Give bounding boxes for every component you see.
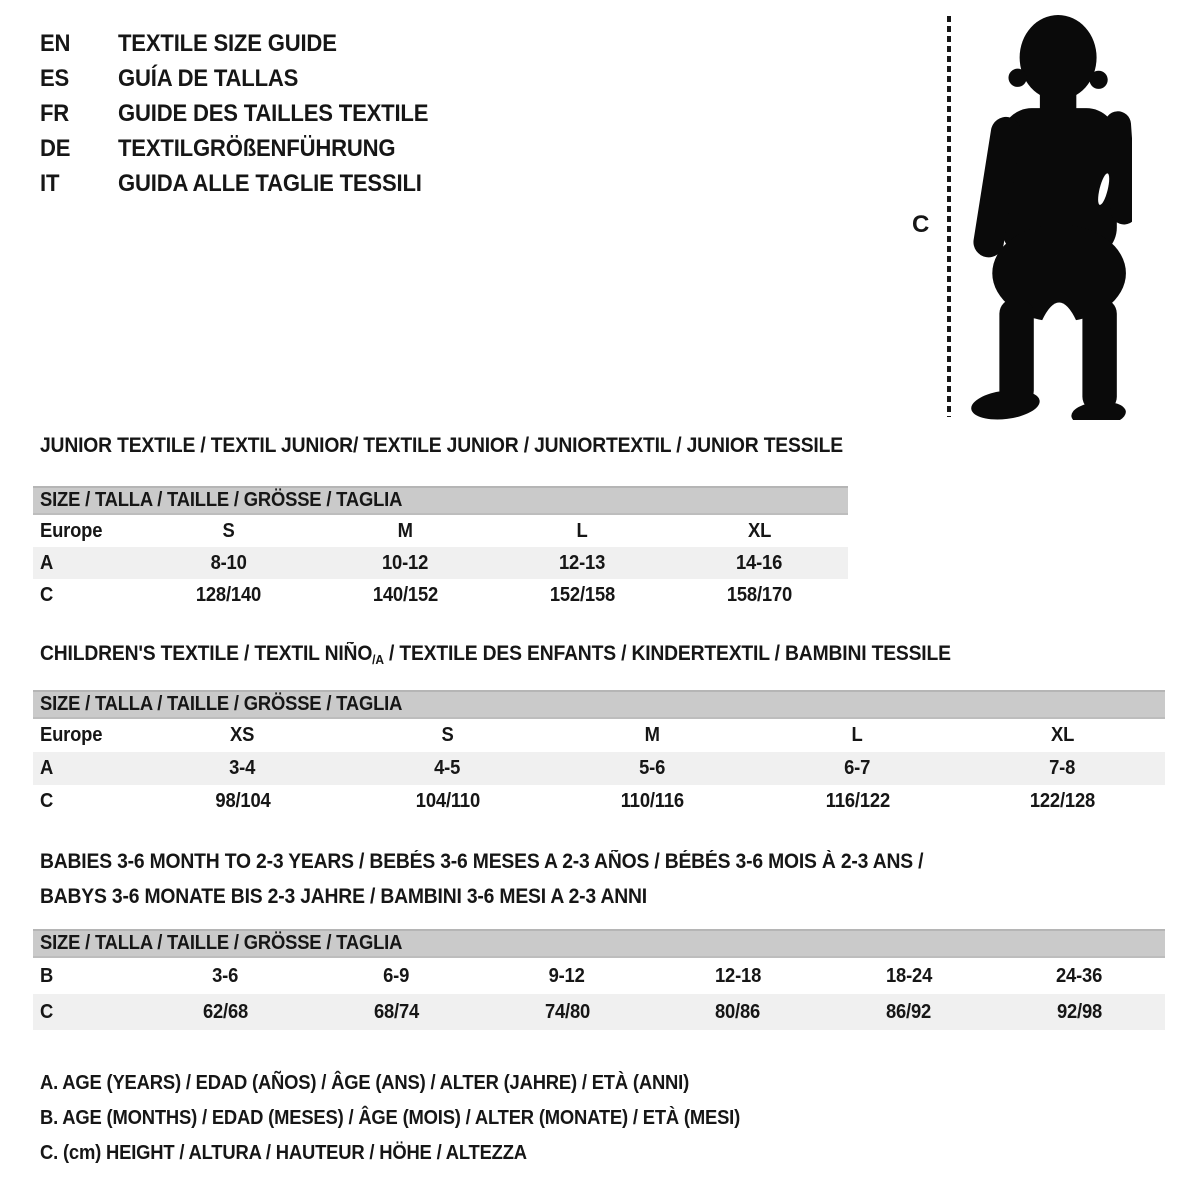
title-post: / TEXTILE DES ENFANTS / KINDERTEXTIL / BAMBINI TESSILE xyxy=(383,642,951,665)
table-cell-text: 80/86 xyxy=(715,1000,761,1023)
children-size-table xyxy=(33,690,1165,818)
row-label-text: Europe xyxy=(40,724,103,746)
language-code xyxy=(40,135,118,163)
babies-section-title-line2-text: BABYS 3-6 MONATE BIS 2-3 JAHRE / BAMBINI 3-6 MESI A 2-3 ANNI xyxy=(40,885,647,908)
table-cell xyxy=(345,757,550,780)
table-cell xyxy=(345,724,550,747)
table-cell-text: M xyxy=(397,519,414,542)
language-code-text: DE xyxy=(40,134,71,162)
table-cell xyxy=(140,790,345,813)
table-cell xyxy=(652,1001,823,1024)
table-cell-text: 152/158 xyxy=(549,583,616,606)
table-cell xyxy=(671,520,848,543)
table-cell-text: L xyxy=(851,724,864,746)
table-cell xyxy=(140,520,317,543)
row-label-text: A xyxy=(40,551,54,574)
size-header-bar xyxy=(33,486,848,515)
table-cell-text: 62/68 xyxy=(202,1000,248,1023)
table-cell xyxy=(755,757,960,780)
table-cell-text: 12-18 xyxy=(714,964,761,987)
legend-line-height-cm xyxy=(40,1136,801,1171)
height-dashed-line xyxy=(947,16,951,417)
toddler-silhouette-icon xyxy=(968,15,1132,420)
table-cell-text: L xyxy=(576,519,589,542)
language-row-en xyxy=(40,26,455,61)
table-cell xyxy=(140,965,311,988)
language-list xyxy=(40,26,455,201)
language-code-text: FR xyxy=(40,99,70,127)
table-cell xyxy=(960,724,1165,747)
table-row-height xyxy=(33,579,848,611)
table-cell-text: 104/110 xyxy=(415,790,480,812)
language-code xyxy=(40,100,118,128)
language-code-text: ES xyxy=(40,64,70,92)
table-cell xyxy=(823,1001,994,1024)
table-cell-text: 18-24 xyxy=(885,964,932,987)
title-subscript: /A xyxy=(372,652,384,667)
table-cell xyxy=(994,965,1165,988)
table-cell-text: 92/98 xyxy=(1056,1000,1103,1023)
table-cell xyxy=(494,584,671,607)
table-cell xyxy=(317,552,494,575)
table-cell xyxy=(494,552,671,575)
language-code xyxy=(40,170,118,198)
table-row-age xyxy=(33,752,1165,785)
table-cell-text: 3-6 xyxy=(212,964,239,987)
legend-line-age-years xyxy=(40,1066,801,1101)
table-cell xyxy=(482,1001,653,1024)
table-row-height xyxy=(33,785,1165,818)
language-row-fr xyxy=(40,96,455,131)
legend-line-text: B. AGE (MONTHS) / EDAD (MESES) / ÂGE (MOIS) / ALTER (MONATE) / ETÀ (MESI) xyxy=(40,1107,741,1129)
table-cell xyxy=(345,790,550,813)
table-cell xyxy=(550,757,755,780)
table-cell xyxy=(823,965,994,988)
table-cell xyxy=(140,724,345,747)
size-header-bar xyxy=(33,690,1165,719)
table-cell xyxy=(140,552,317,575)
table-cell-text: 9-12 xyxy=(549,964,586,987)
language-code xyxy=(40,65,118,93)
title-pre: CHILDREN'S TEXTILE / TEXTIL NIÑO xyxy=(40,642,373,665)
table-cell xyxy=(652,965,823,988)
size-header-label: SIZE / TALLA / TAILLE / GRÖSSE / TAGLIA xyxy=(40,489,403,511)
table-cell xyxy=(317,520,494,543)
table-cell-text: XL xyxy=(1050,724,1075,746)
table-cell-text: 140/152 xyxy=(372,583,439,606)
table-cell-text: 86/92 xyxy=(886,1000,932,1023)
babies-section-title-line2 xyxy=(40,885,700,909)
legend-line-text: A. AGE (YEARS) / EDAD (AÑOS) / ÂGE (ANS) / ALTER (JAHRE) / ETÀ (ANNI) xyxy=(40,1072,690,1094)
table-cell xyxy=(494,520,671,543)
size-header-label: SIZE / TALLA / TAILLE / GRÖSSE / TAGLIA xyxy=(40,693,403,715)
table-cell-text: 116/122 xyxy=(825,790,890,812)
table-cell-text: S xyxy=(441,724,454,746)
row-label-text: C xyxy=(40,790,54,812)
table-row-europe xyxy=(33,515,848,547)
table-cell-text: 10-12 xyxy=(382,551,429,574)
table-cell xyxy=(311,1001,482,1024)
table-cell xyxy=(311,965,482,988)
row-label-text: C xyxy=(40,1000,54,1023)
table-cell xyxy=(317,584,494,607)
table-cell-text: 3-4 xyxy=(229,757,256,779)
row-label xyxy=(33,552,140,575)
table-cell xyxy=(960,757,1165,780)
junior-section-title xyxy=(40,434,913,458)
language-code xyxy=(40,30,118,58)
table-cell-text: 14-16 xyxy=(736,551,783,574)
table-cell xyxy=(140,1001,311,1024)
table-cell-text: 6-9 xyxy=(383,964,410,987)
table-cell-text: S xyxy=(222,519,235,542)
table-cell xyxy=(140,584,317,607)
table-row-age xyxy=(33,547,848,579)
table-cell-text: 5-6 xyxy=(639,757,666,779)
row-label xyxy=(33,724,140,747)
row-label xyxy=(33,965,140,988)
language-code-text: IT xyxy=(40,169,60,197)
row-label xyxy=(33,790,140,813)
language-label: GUIDA ALLE TAGLIE TESSILI xyxy=(118,169,422,197)
junior-section-title-text: JUNIOR TEXTILE / TEXTIL JUNIOR/ TEXTILE JUNIOR / JUNIORTEXTIL / JUNIOR TESSILE xyxy=(40,434,843,457)
table-cell-text: 6-7 xyxy=(844,757,871,779)
table-cell-text: 68/74 xyxy=(373,1000,419,1023)
table-cell xyxy=(482,965,653,988)
row-label-text: Europe xyxy=(40,519,103,542)
table-cell xyxy=(755,724,960,747)
table-cell xyxy=(550,790,755,813)
legend-line-text: C. (cm) HEIGHT / ALTURA / HAUTEUR / HÖHE / ALTEZZA xyxy=(40,1142,527,1164)
legend-line-age-months xyxy=(40,1101,801,1136)
row-label xyxy=(33,520,140,543)
table-row-europe xyxy=(33,719,1165,752)
language-code-text: EN xyxy=(40,29,71,57)
language-row-de xyxy=(40,131,455,166)
table-cell-text: XS xyxy=(230,724,255,746)
legend xyxy=(40,1066,801,1171)
babies-section-title-line1-text: BABIES 3-6 MONTH TO 2-3 YEARS / BEBÉS 3-6 MESES A 2-3 AÑOS / BÉBÉS 3-6 MOIS À 2-3 ANS / xyxy=(40,850,924,873)
table-row-months xyxy=(33,958,1165,994)
row-label xyxy=(33,757,140,780)
junior-size-table xyxy=(33,486,848,611)
row-label-text: A xyxy=(40,757,54,779)
row-label-text: B xyxy=(40,964,54,987)
table-cell-text: 7-8 xyxy=(1049,757,1076,779)
table-cell xyxy=(960,790,1165,813)
size-header-label: SIZE / TALLA / TAILLE / GRÖSSE / TAGLIA xyxy=(40,932,403,954)
babies-size-table xyxy=(33,929,1165,1030)
table-cell-text: 4-5 xyxy=(434,757,461,779)
language-label: GUÍA DE TALLAS xyxy=(118,64,299,92)
language-row-it xyxy=(40,166,455,201)
row-label xyxy=(33,1001,140,1024)
children-section-title xyxy=(40,642,1030,667)
language-label: TEXTILE SIZE GUIDE xyxy=(118,29,337,57)
height-measure-label: C xyxy=(912,211,930,238)
table-cell xyxy=(550,724,755,747)
table-cell xyxy=(671,584,848,607)
table-cell-text: 24-36 xyxy=(1056,964,1103,987)
table-cell-text: 122/128 xyxy=(1029,790,1096,812)
babies-section-title-line1 xyxy=(40,850,1000,874)
children-section-title-text xyxy=(40,642,951,667)
table-cell-text: 98/104 xyxy=(214,790,271,812)
table-cell-text: 158/170 xyxy=(726,583,793,606)
row-label xyxy=(33,584,140,607)
table-cell-text: 8-10 xyxy=(210,551,247,574)
table-cell xyxy=(755,790,960,813)
language-label: GUIDE DES TAILLES TEXTILE xyxy=(118,99,429,127)
language-label: TEXTILGRÖßENFÜHRUNG xyxy=(118,134,396,162)
table-cell xyxy=(994,1001,1165,1024)
table-cell-text: 128/140 xyxy=(195,583,262,606)
table-cell-text: 74/80 xyxy=(544,1000,590,1023)
table-cell xyxy=(671,552,848,575)
table-cell-text: M xyxy=(644,724,661,746)
table-cell-text: 12-13 xyxy=(559,551,606,574)
table-cell xyxy=(140,757,345,780)
language-row-es xyxy=(40,61,455,96)
size-header-bar xyxy=(33,929,1165,958)
table-cell-text: 110/116 xyxy=(620,790,685,812)
table-cell-text: XL xyxy=(747,519,772,542)
table-row-height xyxy=(33,994,1165,1030)
row-label-text: C xyxy=(40,583,54,606)
